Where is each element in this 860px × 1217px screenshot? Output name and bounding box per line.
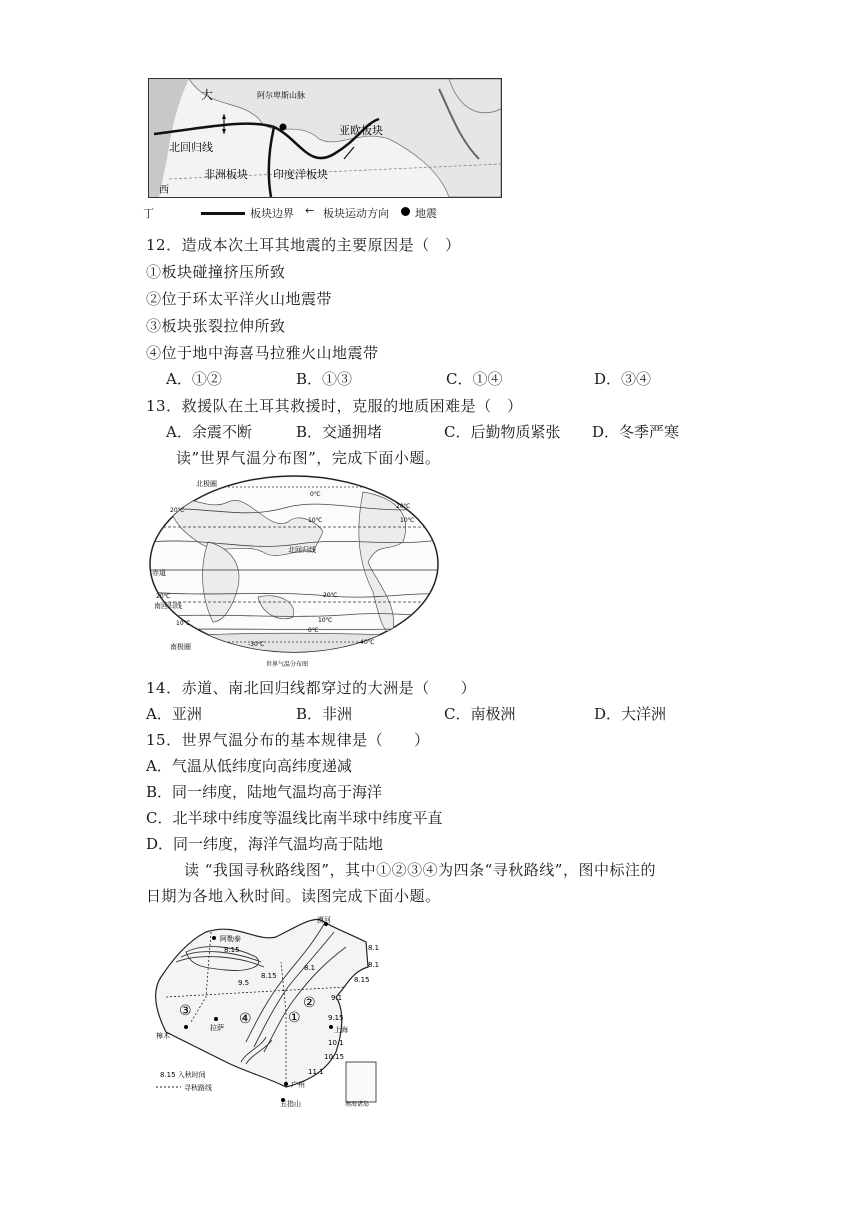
q15-option-b[interactable]: B．同一纬度，陆地气温均高于海洋 — [146, 783, 383, 801]
label-t10a: 10℃ — [308, 517, 323, 524]
plate-map-legend — [143, 205, 503, 221]
q14-option-b[interactable]: B．非洲 — [296, 705, 353, 723]
label-mohe: 漠河 — [317, 916, 331, 924]
nanhai-inset — [346, 1062, 376, 1102]
label-d111: 11.1 — [308, 1068, 324, 1076]
intro-temperature: 读”世界气温分布图”，完成下面小题。 — [176, 449, 441, 467]
label-t0b: 0℃ — [308, 627, 319, 634]
q14-option-d[interactable]: D．大洋洲 — [594, 705, 667, 723]
q13-stem: 13．救援队在土耳其救援时，克服的地质困难是（ ） — [146, 397, 523, 415]
q15-option-d[interactable]: D．同一纬度，海洋气温均高于陆地 — [146, 835, 384, 853]
label-d1015: 10.15 — [324, 1053, 345, 1061]
label-t0: 0℃ — [310, 491, 321, 498]
intro-autumn-line2: 日期为各地入秋时间。读图完成下面小题。 — [146, 887, 441, 905]
label-nanhai: 南海诸岛 — [345, 1101, 370, 1108]
route-2-label: ② — [303, 995, 316, 1011]
map-caption: 世界气温分布图 — [266, 661, 309, 668]
label-d815b: 8.15 — [261, 972, 277, 980]
legend-boundary-line — [201, 212, 245, 215]
label-lhasa: 拉萨 — [210, 1024, 224, 1032]
label-tm30: -30℃ — [248, 641, 265, 648]
autumn-route-map — [146, 912, 382, 1108]
label-t10c: 10℃ — [176, 620, 191, 627]
q12-item-4: ④位于地中海喜马拉雅火山地震带 — [146, 344, 379, 362]
q15-option-a[interactable]: A．气温从低纬度向高纬度递减 — [146, 757, 352, 775]
q12-option-c[interactable]: C．①④ — [446, 370, 503, 388]
label-indian: 印度洋板块 — [273, 168, 328, 181]
label-tm40: -40℃ — [358, 639, 375, 646]
label-t20c: 20℃ — [156, 593, 171, 600]
q15-stem: 15．世界气温分布的基本规律是（ ） — [146, 731, 430, 749]
label-equator: 赤道 — [152, 569, 166, 577]
label-d815c: 8.15 — [354, 976, 370, 984]
route-1-label: ① — [288, 1010, 301, 1026]
label-eurasian: 亚欧板块 — [339, 124, 383, 137]
quake-point — [280, 124, 287, 131]
label-yeming: 樟木 — [156, 1032, 170, 1040]
label-tropic: 北回归线 — [169, 141, 213, 154]
legend-boundary: 板块边界 — [250, 207, 294, 220]
world-temperature-map — [148, 472, 440, 670]
legend-quake: 地震 — [415, 207, 437, 220]
dot-icon — [401, 207, 410, 216]
route-3-label: ③ — [179, 1003, 192, 1019]
q12-item-1: ①板块碰撞挤压所致 — [146, 263, 286, 281]
q13-option-c[interactable]: C．后勤物质紧张 — [444, 423, 561, 441]
label-d81a: 8.1 — [368, 944, 380, 952]
label-d915: 9.15 — [328, 1014, 344, 1022]
label-d81c: 8.1 — [304, 964, 316, 972]
q12-item-2: ②位于环太平洋火山地震带 — [146, 290, 333, 308]
q14-stem: 14．赤道、南北回归线都穿过的大洲是（ ） — [146, 679, 477, 697]
legend-autumn-date: 8.15 入秋时间 — [160, 1071, 206, 1079]
legend-route: 寻秋路线 — [184, 1084, 212, 1092]
label-gangzhou: 广州 — [291, 1081, 305, 1089]
q13-option-b[interactable]: B．交通拥堵 — [296, 423, 383, 441]
label-xi: 西 — [159, 185, 169, 196]
legend-cut: 丁 — [143, 207, 154, 220]
label-altay: 阿勒泰 — [220, 935, 241, 943]
autumn-route-svg — [146, 912, 382, 1108]
q13-option-d[interactable]: D．冬季严寒 — [592, 423, 680, 441]
q13-option-a[interactable]: A．余震不断 — [166, 423, 252, 441]
label-antarctic: 南极圈 — [170, 643, 191, 651]
q14-option-a[interactable]: A．亚洲 — [146, 705, 202, 723]
label-d95a: 9.5 — [238, 979, 250, 987]
q12-option-d[interactable]: D．③④ — [594, 370, 652, 388]
label-da: 大 — [201, 88, 214, 102]
world-temperature-svg — [148, 472, 440, 670]
plate-map — [148, 78, 502, 198]
label-t10b: 10℃ — [400, 517, 415, 524]
q14-option-c[interactable]: C．南极洲 — [444, 705, 516, 723]
q12-option-b[interactable]: B．①③ — [296, 370, 353, 388]
label-arctic: 北极圈 — [196, 480, 217, 488]
label-t20b: 20℃ — [170, 507, 185, 514]
q12-item-3: ③板块张裂拉伸所致 — [146, 317, 286, 335]
label-wuzhishan: 五指山 — [280, 1100, 301, 1108]
q12-stem: 12．造成本次土耳其地震的主要原因是（ ） — [146, 236, 461, 254]
q15-option-c[interactable]: C．北半球中纬度等温线比南半球中纬度平直 — [146, 809, 443, 827]
label-african: 非洲板块 — [204, 168, 248, 181]
label-alps: 阿尔卑斯山脉 — [257, 91, 305, 100]
q12-option-a[interactable]: A．①② — [166, 370, 222, 388]
intro-autumn-line1: 读 “我国寻秋路线图”，其中①②③④为四条“寻秋路线”，图中标注的 — [184, 861, 656, 879]
label-d815a: 8.15 — [224, 946, 240, 954]
label-t20d: 20℃ — [323, 592, 338, 599]
label-t10d: 10℃ — [318, 617, 333, 624]
label-d91: 9.1 — [331, 994, 343, 1002]
label-d81b: 8.1 — [368, 961, 380, 969]
label-tropic-n: 北回归线 — [288, 546, 316, 554]
legend-motion: 板块运动方向 — [323, 207, 389, 220]
label-tropic-s: 南回归线 — [154, 602, 182, 610]
plate-map-svg — [149, 79, 501, 197]
route-4-label: ④ — [239, 1011, 252, 1027]
label-shanghai: 上海 — [334, 1026, 348, 1034]
arrow-left-icon: ← — [305, 204, 315, 217]
label-d101: 10.1 — [328, 1039, 344, 1047]
label-t20a: 20℃ — [396, 503, 411, 510]
